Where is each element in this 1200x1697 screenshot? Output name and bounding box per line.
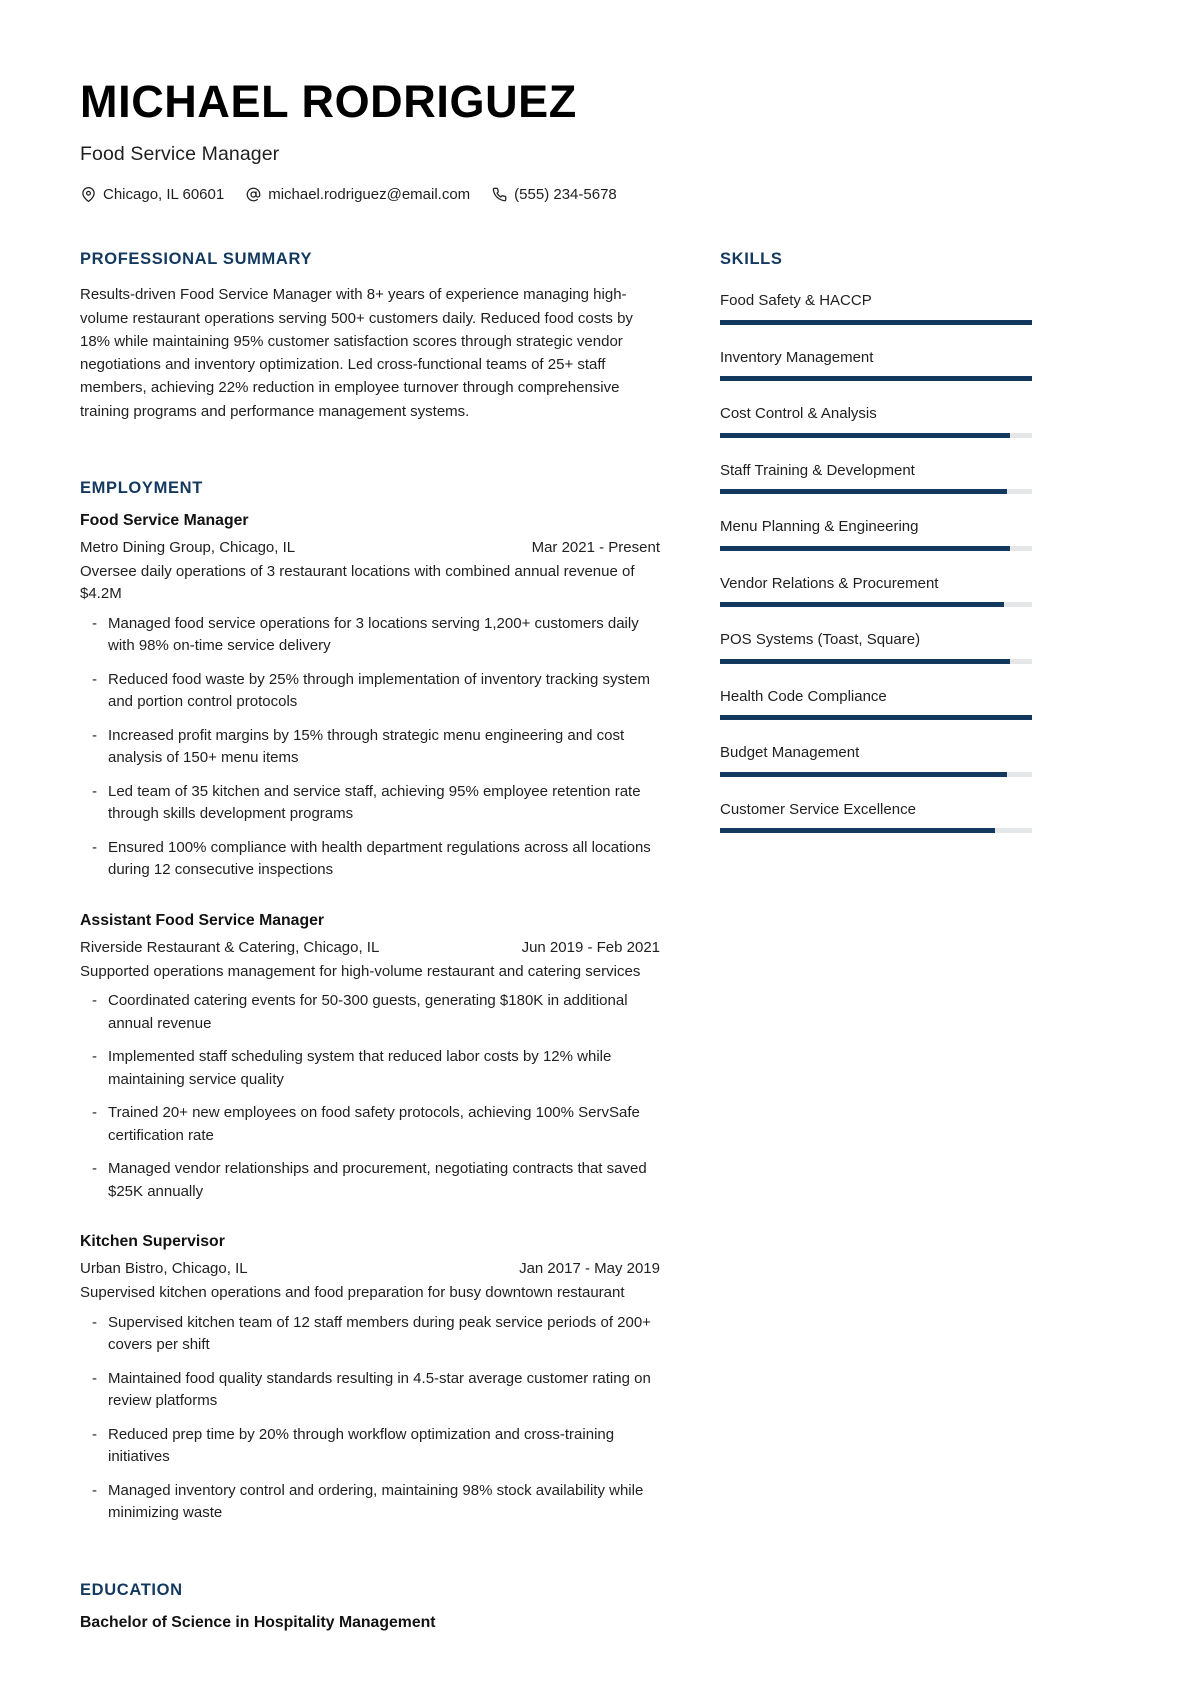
skill-level-fill (720, 659, 1010, 664)
skill-level-fill (720, 715, 1032, 720)
sidebar-column (720, 250, 1032, 833)
contact-row (80, 186, 1120, 203)
job-bullet: - Maintained food quality standards resulting in 4.5-star average customer rating on review platforms (80, 1368, 660, 1413)
job-meta (80, 1260, 660, 1277)
skill-level-fill (720, 828, 995, 833)
skill-level-fill (720, 376, 1032, 381)
job-entry (80, 512, 660, 882)
skill-level-bar (720, 320, 1032, 325)
job-bullet: - Managed vendor relationships and procurement, negotiating contracts that saved $25K annually (80, 1158, 660, 1203)
job-meta (80, 939, 660, 956)
job-bullet: - Reduced food waste by 25% through implementation of inventory tracking system and portion control protocols (80, 669, 660, 714)
spacer (80, 1525, 660, 1581)
main-column (80, 250, 688, 1632)
job-bullet: - Ensured 100% compliance with health department regulations across all locations during 12 consecutive inspections (80, 837, 660, 882)
contact-phone-text: (555) 234-5678 (514, 186, 617, 204)
skill-level-bar (720, 602, 1032, 607)
job-bullet: - Managed food service operations for 3 locations serving 1,200+ customers daily with 98% on-time service delivery (80, 613, 660, 658)
section-professional-summary (80, 250, 660, 423)
skill-level-bar (720, 715, 1032, 720)
section-heading-employment: EMPLOYMENT (80, 478, 203, 497)
job-bullet: - Increased profit margins by 15% through strategic menu engineering and cost analysis of 150+ menu items (80, 725, 660, 770)
job-bullet: - Supervised kitchen team of 12 staff members during peak service periods of 200+ covers per shift (80, 1312, 660, 1357)
section-skills (720, 250, 1032, 833)
section-employment (80, 479, 660, 1525)
contact-email[interactable] (245, 186, 470, 203)
skill-label: Vendor Relations & Procurement (720, 574, 939, 592)
skill-level-fill (720, 546, 1010, 551)
education-degree: Bachelor of Science in Hospitality Management (80, 1613, 436, 1631)
skill-item (720, 509, 1032, 551)
job-title: Food Service Manager (80, 511, 249, 529)
skill-label: Health Code Compliance (720, 687, 887, 705)
map-pin-icon (80, 187, 96, 203)
job-dates: Jan 2017 - May 2019 (519, 1260, 660, 1278)
contact-location (80, 186, 224, 203)
candidate-job-title: Food Service Manager (80, 143, 280, 166)
job-bullet-list (80, 1312, 660, 1525)
job-bullet-list (80, 990, 660, 1203)
skill-level-bar (720, 828, 1032, 833)
skill-level-fill (720, 433, 1010, 438)
job-description: Supervised kitchen operations and food preparation for busy downtown restaurant (80, 1284, 625, 1302)
skill-level-fill (720, 772, 1007, 777)
candidate-name: MICHAEL RODRIGUEZ (80, 76, 577, 127)
job-bullet: - Reduced prep time by 20% through workflow optimization and cross-training initiatives (80, 1424, 660, 1469)
skill-level-fill (720, 489, 1007, 494)
skill-item (720, 283, 1032, 325)
resume-header (0, 78, 1200, 203)
job-meta (80, 539, 660, 556)
job-bullet: - Trained 20+ new employees on food safety protocols, achieving 100% ServSafe certification rate (80, 1102, 660, 1147)
skill-item (720, 340, 1032, 382)
section-heading-education: EDUCATION (80, 1580, 183, 1599)
skill-level-bar (720, 433, 1032, 438)
spacer (80, 423, 660, 479)
job-description: Supported operations management for high-volume restaurant and catering services (80, 962, 641, 980)
job-bullet: - Led team of 35 kitchen and service staff, achieving 95% employee retention rate through skills development programs (80, 781, 660, 826)
job-bullet: - Implemented staff scheduling system that reduced labor costs by 12% while maintaining service quality (80, 1046, 660, 1091)
job-dates: Jun 2019 - Feb 2021 (521, 938, 660, 956)
phone-icon (491, 187, 507, 203)
job-entry (80, 1233, 660, 1525)
job-bullet-list (80, 613, 660, 882)
job-entry (80, 912, 660, 1204)
skill-item (720, 622, 1032, 664)
skill-item (720, 792, 1032, 834)
skill-label: Staff Training & Development (720, 461, 915, 479)
skill-level-bar (720, 772, 1032, 777)
skill-item (720, 566, 1032, 608)
skill-level-bar (720, 659, 1032, 664)
job-description: Oversee daily operations of 3 restaurant locations with combined annual revenue of $4.2M (80, 562, 635, 603)
skill-level-bar (720, 546, 1032, 551)
job-dates: Mar 2021 - Present (531, 538, 660, 556)
job-title: Kitchen Supervisor (80, 1233, 225, 1251)
skill-item (720, 396, 1032, 438)
resume-body (0, 250, 1200, 1632)
skill-item (720, 679, 1032, 721)
section-heading-skills: SKILLS (720, 250, 783, 269)
skill-level-fill (720, 602, 1004, 607)
skill-level-bar (720, 489, 1032, 494)
skill-label: Customer Service Excellence (720, 800, 916, 818)
summary-paragraph: Results-driven Food Service Manager with 8+ years of experience managing high-volume restaurant operations serving 500+ customers daily. Reduced food costs by 18% while maintaining 95% customer satisfaction scores through strategic vendor negotiations and inventory optimization. Led cross-functional teams of 25+ staff members, achieving 22% reduction in employee turnover through comprehensive training programs and performance management systems. (80, 286, 633, 420)
job-title: Assistant Food Service Manager (80, 911, 325, 929)
job-bullet: - Coordinated catering events for 50-300 guests, generating $180K in additional annual revenue (80, 990, 660, 1035)
job-company: Metro Dining Group, Chicago, IL (80, 538, 296, 556)
skill-label: Inventory Management (720, 348, 874, 366)
skill-level-fill (720, 320, 1032, 325)
contact-email-text: michael.rodriguez@email.com (268, 186, 471, 204)
job-company: Urban Bistro, Chicago, IL (80, 1260, 248, 1278)
skill-item (720, 735, 1032, 777)
skill-level-bar (720, 376, 1032, 381)
skill-label: Menu Planning & Engineering (720, 518, 919, 536)
at-sign-icon (245, 187, 261, 203)
skill-item (720, 453, 1032, 495)
section-education (80, 1581, 660, 1632)
job-company: Riverside Restaurant & Catering, Chicago, IL (80, 938, 380, 956)
section-heading-summary: PROFESSIONAL SUMMARY (80, 250, 313, 269)
skill-label: Cost Control & Analysis (720, 405, 877, 423)
contact-phone[interactable] (491, 186, 617, 203)
skill-label: Food Safety & HACCP (720, 292, 872, 310)
job-bullet: - Managed inventory control and ordering, maintaining 98% stock availability while minimizing waste (80, 1480, 660, 1525)
contact-location-text: Chicago, IL 60601 (103, 186, 225, 204)
skill-label: Budget Management (720, 744, 860, 762)
skill-label: POS Systems (Toast, Square) (720, 631, 921, 649)
